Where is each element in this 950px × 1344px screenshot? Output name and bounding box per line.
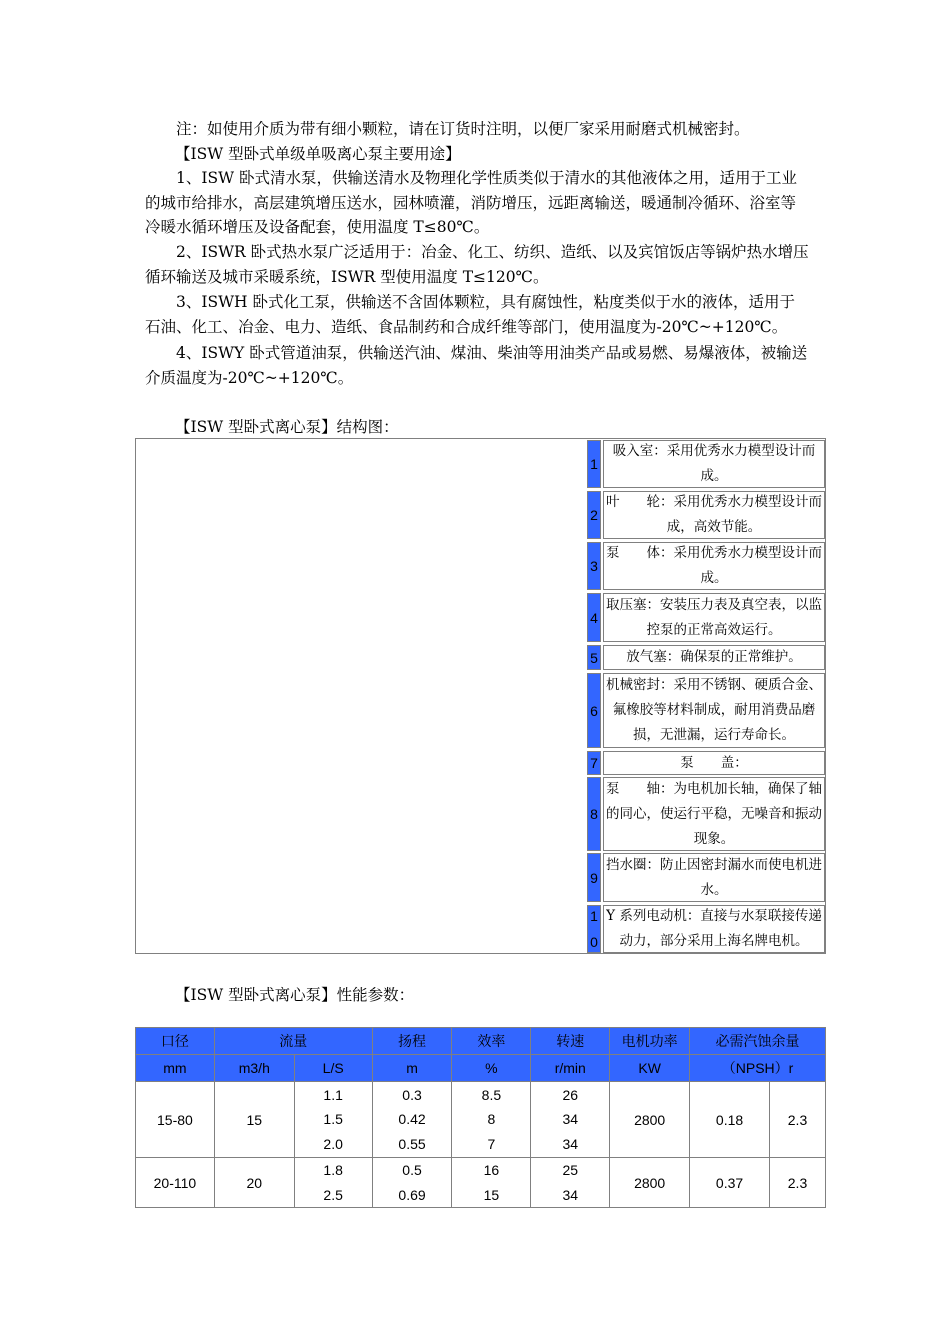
cell-value: 34 [562,1186,579,1203]
cell-npsh: 0.37 [690,1158,770,1208]
structure-number: 5 [587,645,601,670]
cell-speed [531,1158,610,1208]
unit-npsh: （NPSH）r [690,1055,826,1082]
cell-value: 1.5 [323,1111,343,1128]
structure-number: 8 [587,777,601,851]
structure-text: 泵 盖： [603,751,825,775]
structure-row [587,673,825,748]
structure-text: 泵 体：采用优秀水力模型设计而成。 [603,542,825,590]
structure-number: 10 [587,905,601,953]
cell-head [372,1082,452,1158]
cell-value: 34 [562,1111,579,1128]
table-row [136,1082,826,1158]
use-item-3: 3、ISWH 卧式化工泵，供输送不含固体颗粒，具有腐蚀性，粘度类似于水的液体，适用于石油、化工、冶金、电力、造纸、食品制药和合成纤维等部门，使用温度为-20℃~+120℃。 [145,293,795,336]
note-paragraph: 注：如使用介质为带有细小颗粒，请在订货时注明，以便厂家采用耐磨式机械密封。 [176,120,750,138]
header-npsh: 必需汽蚀余量 [690,1028,826,1055]
unit-power: KW [610,1055,690,1082]
cell-power: 2800 [610,1158,690,1208]
header-efficiency: 效率 [452,1028,531,1055]
header-flow: 流量 [214,1028,372,1055]
use-item-1: 1、ISW 卧式清水泵，供输送清水及物理化学性质类似于清水的其他液体之用，适用于工业的城市给排水，高层建筑增压送水，园林喷灌，消防增压，远距离输送，暖通制冷循环、浴室等冷暖水循环增压及设备配套，使用温度 T≤80℃。 [145,169,797,236]
cell-value: 26 [562,1086,579,1103]
structure-heading: 【ISW 型卧式离心泵】结构图： [175,418,399,436]
cell-value: 0.55 [398,1135,426,1152]
cell-value: 34 [562,1135,579,1152]
cell-value: 1.1 [323,1086,343,1103]
header-caliber: 口径 [136,1028,215,1055]
structure-text: Y 系列电动机：直接与水泵联接传递动力，部分采用上海名牌电机。 [603,905,825,953]
cell-value: 25 [562,1162,579,1178]
structure-text: 吸入室：采用优秀水力模型设计而成。 [603,440,825,488]
header-speed: 转速 [531,1028,610,1055]
cell-efficiency [452,1158,531,1208]
unit-caliber: mm [136,1055,215,1082]
cell-value: 0.3 [402,1086,422,1103]
cell-npsh: 0.18 [690,1082,770,1158]
structure-row [587,542,825,590]
cell-value: 15 [483,1186,500,1203]
structure-text: 叶 轮：采用优秀水力模型设计而成，高效节能。 [603,491,825,539]
structure-row [587,440,825,488]
cell-value: 16 [483,1162,500,1178]
unit-head: m [372,1055,452,1082]
cell-extra: 2.3 [770,1158,826,1208]
use-item-4: 4、ISWY 卧式管道油泵，供输送汽油、煤油、柴油等用油类产品或易燃、易爆液体，被输送介质温度为-20℃~+120℃。 [145,344,808,387]
unit-flow-m3h: m3/h [214,1055,294,1082]
structure-figure [136,439,586,953]
structure-number: 2 [587,491,601,539]
structure-number: 7 [587,751,601,775]
cell-value: 8.5 [481,1086,502,1103]
cell-head [372,1158,452,1208]
cell-flow-m3h: 20 [214,1158,294,1208]
header-head: 扬程 [372,1028,452,1055]
cell-power: 2800 [610,1082,690,1158]
structure-row [587,853,825,902]
performance-heading: 【ISW 型卧式离心泵】性能参数： [175,986,415,1004]
unit-flow-ls: L/S [294,1055,372,1082]
cell-value: 7 [487,1135,496,1152]
structure-row [587,905,825,953]
structure-number: 1 [587,440,601,488]
cell-value: 2.5 [323,1186,343,1203]
uses-heading: 【ISW 型卧式单级单吸离心泵主要用途】 [175,145,461,163]
structure-number: 6 [587,673,601,748]
cell-value: 8 [487,1111,496,1128]
cell-flow-ls [294,1158,372,1208]
table-row [136,1158,826,1208]
structure-row [587,777,825,851]
cell-value: 2.0 [323,1135,343,1152]
cell-flow-ls [294,1082,372,1158]
cell-value: 0.5 [402,1162,422,1178]
structure-number: 9 [587,853,601,902]
cell-efficiency [452,1082,531,1158]
structure-text: 取压塞：安装压力表及真空表，以监控泵的正常高效运行。 [603,593,825,642]
cell-extra: 2.3 [770,1082,826,1158]
structure-text: 机械密封：采用不锈钢、硬质合金、氟橡胶等材料制成，耐用消费品磨损，无泄漏，运行寿命长。 [603,673,825,748]
cell-value: 0.42 [398,1111,426,1128]
use-item-2: 2、ISWR 卧式热水泵广泛适用于：冶金、化工、纺织、造纸、以及宾馆饭店等锅炉热水增压循环输送及城市采暖系统，ISWR 型使用温度 T≤120℃。 [145,243,809,286]
header-motor-power: 电机功率 [610,1028,690,1055]
structure-row [587,593,825,642]
structure-number: 3 [587,542,601,590]
structure-row [587,491,825,539]
structure-row [587,645,825,670]
unit-speed: r/min [531,1055,610,1082]
cell-speed [531,1082,610,1158]
performance-table [135,1027,826,1208]
structure-text: 泵 轴：为电机加长轴，确保了轴的同心，使运行平稳，无噪音和振动现象。 [603,777,825,851]
structure-text: 放气塞：确保泵的正常维护。 [603,645,825,670]
structure-table [135,438,826,954]
cell-value: 1.8 [323,1162,343,1178]
unit-efficiency: % [452,1055,531,1082]
cell-value: 0.69 [398,1186,426,1203]
cell-caliber: 20-110 [136,1158,215,1208]
structure-text: 挡水圈：防止因密封漏水而使电机进水。 [603,853,825,902]
structure-row [587,751,825,775]
cell-caliber: 15-80 [136,1082,215,1158]
structure-number: 4 [587,593,601,642]
cell-flow-m3h: 15 [214,1082,294,1158]
